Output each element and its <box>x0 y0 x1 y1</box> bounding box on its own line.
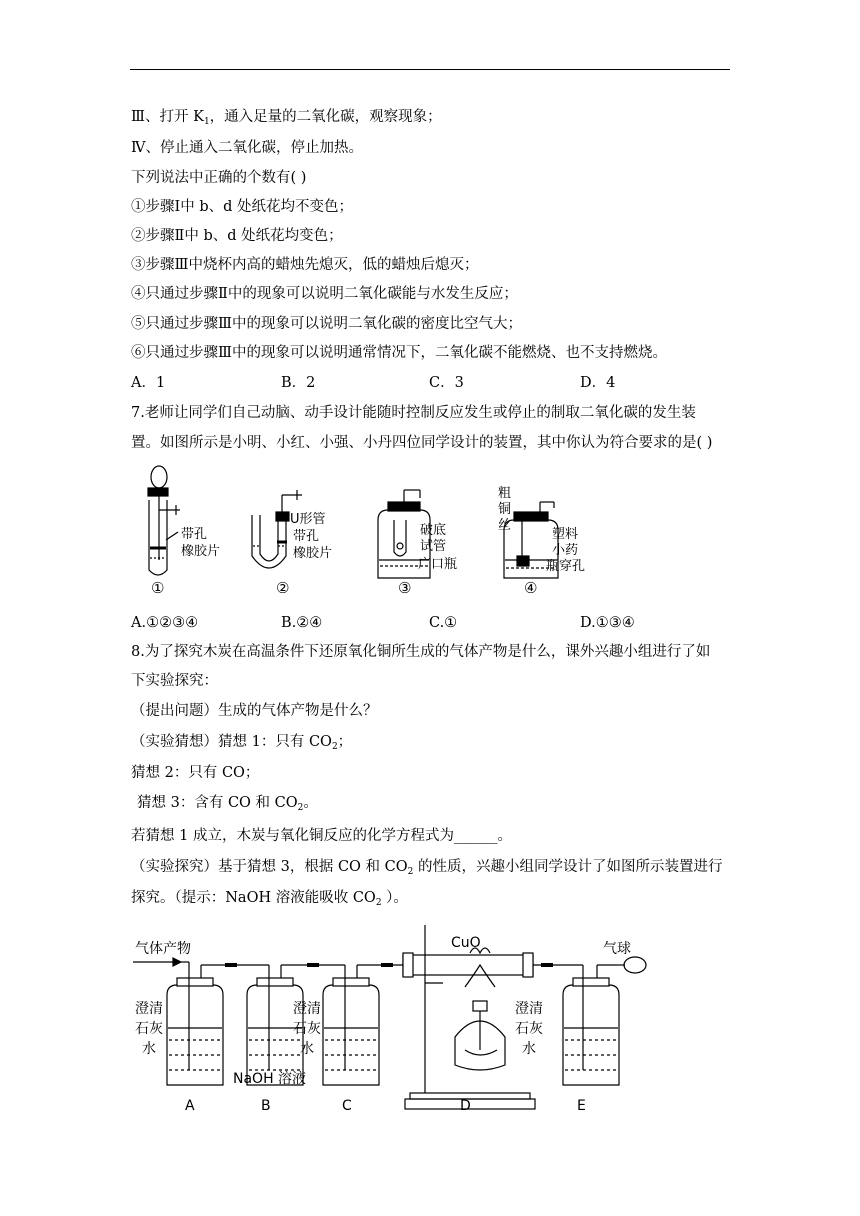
q6-statement: ⑤只通过步骤Ⅲ中的现象可以说明二氧化碳的密度比空气大； <box>131 316 522 332</box>
step-3: Ⅲ、打开 $K_1$，通入足量的二氧化碳，观察现象； <box>131 109 442 127</box>
q6-statement: ②步骤Ⅱ中 b、d 处纸花均变色； <box>131 228 343 244</box>
label-a: A <box>185 1098 195 1114</box>
q6-option-b[interactable]: B．2 <box>281 375 316 391</box>
label-d: D <box>460 1098 471 1114</box>
limewater-e-1: 澄清 <box>515 1001 543 1017</box>
fig3-label-2: 试管 <box>420 539 447 554</box>
q8-explore-1: （实验探究）基于猜想 3，根据 CO 和 $CO_2$ 的性质，兴趣小组同学设计了如图所示装置进行 <box>131 859 723 877</box>
q8-blank: 若猜想 1 成立，木炭与氧化铜反应的化学方程式为______。 <box>131 828 512 844</box>
fig4-label-a: 粗 <box>498 486 512 501</box>
step-4: Ⅳ、停止通入二氧化碳，停止加热。 <box>131 140 363 156</box>
q6-statement: ④只通过步骤Ⅱ中的现象可以说明二氧化碳能与水发生反应； <box>131 286 518 302</box>
balloon-label: 气球 <box>603 941 631 957</box>
fig4-number: ④ <box>524 579 538 597</box>
fig3-label-3: 广口瓶 <box>418 557 458 572</box>
q6-prompt: 下列说法中正确的个数有( ) <box>131 170 307 186</box>
q7-apparatus-figure <box>130 460 610 600</box>
q8-stem-line1: 8.为了探究木炭在高温条件下还原氧化铜所生成的气体产物是什么，课外兴趣小组进行了如 <box>131 644 711 660</box>
fig3-number: ③ <box>398 579 412 597</box>
fig1-label-1: 带孔 <box>181 527 208 542</box>
q6-statement: ③步骤Ⅲ中烧杯内高的蜡烛先熄灭，低的蜡烛后熄灭； <box>131 257 479 273</box>
balloon-shape <box>624 957 646 973</box>
q6-option-d[interactable]: D．4 <box>580 375 616 391</box>
cuo-label: CuO <box>451 935 481 951</box>
q7-option-a[interactable]: A.①②③④ <box>131 615 199 631</box>
limewater-c-1: 澄清 <box>293 1001 321 1017</box>
limewater-a-1: 澄清 <box>135 1001 163 1017</box>
fig1-label-2: 橡胶片 <box>181 544 221 559</box>
q7-stem-line2: 置。如图所示是小明、小红、小强、小丹四位同学设计的装置，其中你认为符合要求的是( ) <box>131 435 713 451</box>
fig4-label-c: 丝 <box>498 518 512 533</box>
gas-inlet-label: 气体产物 <box>135 941 191 957</box>
limewater-e-2: 石灰 <box>515 1021 543 1037</box>
q7-option-d[interactable]: D.①③④ <box>580 615 635 631</box>
q7-option-b[interactable]: B.②④ <box>281 615 323 631</box>
q8-question: （提出问题）生成的气体产物是什么？ <box>131 703 378 719</box>
naoh-label: NaOH 溶液 <box>233 1071 307 1087</box>
fig3-label-1: 破底 <box>420 523 447 538</box>
fig1-number: ① <box>151 579 165 597</box>
fig2-number: ② <box>276 579 290 597</box>
label-c: C <box>342 1098 352 1114</box>
q8-apparatus-figure <box>125 925 665 1120</box>
limewater-c-3: 水 <box>300 1041 314 1057</box>
header-rule <box>130 69 730 70</box>
fig2-label-2: 橡胶片 <box>293 546 333 561</box>
limewater-a-2: 石灰 <box>135 1021 163 1037</box>
q8-explore-2: 探究。（提示：NaOH 溶液能吸收 $CO_2$ ）。 <box>131 890 408 908</box>
fig2-label-1: 带孔 <box>293 529 320 544</box>
bottle-a <box>167 962 233 1085</box>
fig2-label-0: U形管 <box>290 512 326 527</box>
apparatus-d <box>403 925 535 1109</box>
bottle-e <box>533 965 619 1085</box>
q6-statement: ①步骤Ⅰ中 b、d 处纸花均不变色； <box>131 199 354 215</box>
q7-option-c[interactable]: C.① <box>429 615 458 631</box>
q6-statement: ⑥只通过步骤Ⅲ中的现象可以说明通常情况下，二氧化碳不能燃烧、也不支持燃烧。 <box>131 345 667 361</box>
q8-guess-2: 猜想 2：只有 CO； <box>131 765 260 781</box>
q6-option-a[interactable]: A．1 <box>131 375 166 391</box>
limewater-e-3: 水 <box>522 1041 536 1057</box>
q8-guess-3: 猜想 3：含有 CO 和 $CO_2$。 <box>137 795 318 813</box>
fig4-label-1: 塑料 <box>552 527 579 542</box>
q8-guess-1: （实验猜想）猜想 1：只有 $CO_2$； <box>131 734 353 752</box>
fig1-apparatus <box>148 466 180 575</box>
bottle-c <box>323 965 403 1085</box>
label-b: B <box>261 1098 271 1114</box>
fig4-label-3: 瓶穿孔 <box>546 559 586 574</box>
q8-stem-line2: 下实验探究： <box>131 673 218 689</box>
q7-stem-line1: 7.老师让同学们自己动脑、动手设计能随时控制反应发生或停止的制取二氧化碳的发生装 <box>131 405 696 421</box>
q6-option-c[interactable]: C．3 <box>429 375 464 391</box>
limewater-a-3: 水 <box>142 1041 156 1057</box>
limewater-c-2: 石灰 <box>293 1021 321 1037</box>
fig4-label-2: 小药 <box>552 543 579 558</box>
label-e: E <box>577 1098 586 1114</box>
fig4-label-b: 铜 <box>498 502 512 517</box>
